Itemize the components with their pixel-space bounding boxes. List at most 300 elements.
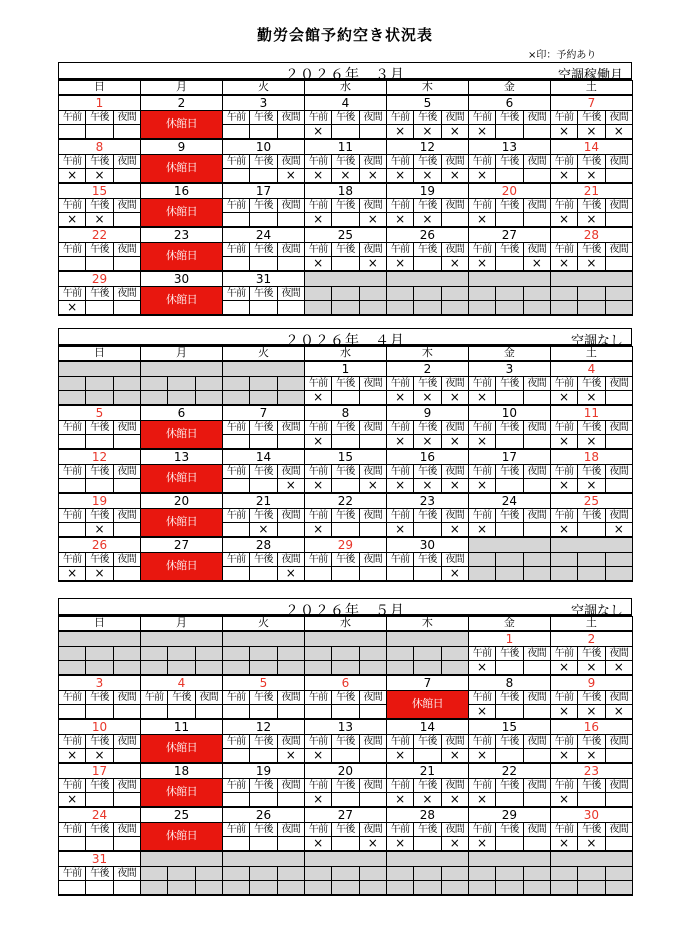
empty-slot <box>386 287 413 301</box>
period-label: 夜間 <box>113 735 140 749</box>
empty-day <box>468 271 550 287</box>
available-slot <box>113 523 140 537</box>
empty-slot <box>523 553 550 567</box>
period-row <box>59 243 633 257</box>
empty-slot <box>250 867 277 881</box>
period-label: 午後 <box>250 287 277 301</box>
calendar-grid <box>58 616 633 896</box>
available-slot <box>113 213 140 227</box>
available-slot <box>113 301 140 315</box>
period-row <box>59 287 633 301</box>
available-slot <box>523 705 550 719</box>
empty-slot <box>578 881 605 895</box>
day-number: 25 <box>304 227 386 243</box>
empty-slot <box>605 553 632 567</box>
day-number: 18 <box>140 763 222 779</box>
available-slot <box>304 567 331 581</box>
booked-mark: × <box>468 837 495 851</box>
empty-day <box>304 851 386 867</box>
available-slot <box>168 705 195 719</box>
available-slot <box>59 435 86 449</box>
period-row <box>59 509 633 523</box>
booked-mark: × <box>550 837 577 851</box>
period-label: 午前 <box>222 735 249 749</box>
period-label: 午前 <box>222 553 249 567</box>
period-label: 夜間 <box>277 779 304 793</box>
period-label: 夜間 <box>277 509 304 523</box>
booked-mark: × <box>578 479 605 493</box>
available-slot <box>86 837 113 851</box>
available-slot <box>250 301 277 315</box>
day-number: 6 <box>468 95 550 111</box>
period-label: 午前 <box>550 823 577 837</box>
booked-mark: × <box>304 391 331 405</box>
period-label: 午後 <box>86 509 113 523</box>
booking-row <box>59 705 633 719</box>
available-slot <box>332 391 359 405</box>
booked-mark: × <box>441 125 468 139</box>
available-slot <box>59 523 86 537</box>
available-slot <box>250 257 277 271</box>
booked-mark: × <box>386 125 413 139</box>
available-slot <box>605 169 632 183</box>
period-label: 夜間 <box>523 199 550 213</box>
period-label: 午前 <box>386 243 413 257</box>
empty-slot <box>414 287 441 301</box>
empty-slot <box>332 661 359 675</box>
day-number: 29 <box>59 271 141 287</box>
period-label: 夜間 <box>113 465 140 479</box>
day-number: 24 <box>222 227 304 243</box>
empty-slot <box>277 661 304 675</box>
day-number: 29 <box>304 537 386 553</box>
period-label: 夜間 <box>523 647 550 661</box>
day-number: 9 <box>550 675 632 691</box>
day-number: 4 <box>304 95 386 111</box>
period-label: 午前 <box>222 691 249 705</box>
empty-slot <box>605 301 632 315</box>
booked-mark: × <box>550 479 577 493</box>
day-number: 17 <box>468 449 550 465</box>
empty-slot <box>359 301 386 315</box>
period-label: 夜間 <box>441 779 468 793</box>
empty-slot <box>578 867 605 881</box>
period-label: 午後 <box>250 199 277 213</box>
day-number: 1 <box>59 95 141 111</box>
empty-slot <box>414 301 441 315</box>
booked-mark: × <box>578 749 605 763</box>
weekday-label: 金 <box>468 81 550 95</box>
empty-slot <box>250 391 277 405</box>
booked-mark: × <box>578 435 605 449</box>
day-number: 27 <box>304 807 386 823</box>
day-number: 3 <box>222 95 304 111</box>
period-label: 夜間 <box>113 867 140 881</box>
period-label: 夜間 <box>605 509 632 523</box>
day-number: 5 <box>222 675 304 691</box>
period-label: 午後 <box>414 243 441 257</box>
day-number: 5 <box>386 95 468 111</box>
available-slot <box>523 213 550 227</box>
day-number: 8 <box>468 675 550 691</box>
available-slot <box>359 567 386 581</box>
empty-slot <box>59 661 86 675</box>
period-label: 午前 <box>59 779 86 793</box>
period-label: 夜間 <box>441 421 468 435</box>
available-slot <box>359 391 386 405</box>
available-slot <box>523 793 550 807</box>
period-label: 午後 <box>496 421 523 435</box>
day-number: 9 <box>386 405 468 421</box>
period-label: 午前 <box>222 779 249 793</box>
period-label: 夜間 <box>441 377 468 391</box>
day-number: 15 <box>468 719 550 735</box>
period-label: 午前 <box>386 509 413 523</box>
day-number: 8 <box>304 405 386 421</box>
booked-mark: × <box>304 435 331 449</box>
period-label: 午前 <box>386 421 413 435</box>
available-slot <box>222 793 249 807</box>
day-number: 31 <box>59 851 141 867</box>
period-label: 午前 <box>304 377 331 391</box>
period-label: 午後 <box>86 823 113 837</box>
date-row <box>59 227 633 243</box>
closed-day-badge: 休館日 <box>140 553 222 581</box>
empty-day <box>386 851 468 867</box>
period-label: 夜間 <box>359 377 386 391</box>
booked-mark: × <box>59 213 86 227</box>
period-label: 午前 <box>304 779 331 793</box>
day-number: 10 <box>222 139 304 155</box>
booked-mark: × <box>578 125 605 139</box>
period-label: 夜間 <box>605 647 632 661</box>
period-label: 午前 <box>59 735 86 749</box>
available-slot <box>113 169 140 183</box>
empty-slot <box>605 287 632 301</box>
empty-slot <box>113 661 140 675</box>
empty-slot <box>550 301 577 315</box>
booked-mark: × <box>550 169 577 183</box>
available-slot <box>359 523 386 537</box>
month-header <box>58 62 632 83</box>
available-slot <box>605 257 632 271</box>
period-label: 午後 <box>250 509 277 523</box>
period-label: 午後 <box>86 155 113 169</box>
period-row <box>59 111 633 125</box>
booked-mark: × <box>414 479 441 493</box>
period-label: 夜間 <box>113 199 140 213</box>
period-label: 午前 <box>222 509 249 523</box>
booked-mark: × <box>523 257 550 271</box>
available-slot <box>414 837 441 851</box>
booked-mark: × <box>304 257 331 271</box>
empty-day <box>550 851 632 867</box>
booked-mark: × <box>386 213 413 227</box>
booked-mark: × <box>550 391 577 405</box>
day-number: 28 <box>222 537 304 553</box>
period-label: 午後 <box>250 779 277 793</box>
period-label: 午前 <box>304 243 331 257</box>
booked-mark: × <box>550 213 577 227</box>
period-label: 夜間 <box>113 553 140 567</box>
available-slot <box>222 523 249 537</box>
date-row <box>59 449 633 465</box>
period-label: 午前 <box>304 735 331 749</box>
booked-mark: × <box>468 169 495 183</box>
day-number: 19 <box>222 763 304 779</box>
available-slot <box>277 301 304 315</box>
period-label: 午前 <box>386 377 413 391</box>
available-slot <box>496 523 523 537</box>
available-slot <box>523 523 550 537</box>
period-label: 午後 <box>332 111 359 125</box>
period-label: 午前 <box>59 867 86 881</box>
period-label: 夜間 <box>441 111 468 125</box>
period-label: 夜間 <box>277 421 304 435</box>
empty-slot <box>195 391 222 405</box>
day-number: 2 <box>550 631 632 647</box>
empty-slot <box>578 567 605 581</box>
weekday-label: 木 <box>386 347 468 361</box>
period-label: 午前 <box>468 111 495 125</box>
booked-mark: × <box>59 301 86 315</box>
booked-mark: × <box>468 257 495 271</box>
period-label: 午後 <box>250 553 277 567</box>
day-number: 11 <box>550 405 632 421</box>
available-slot <box>113 125 140 139</box>
month-title: ２０２６年 ３月 <box>285 67 405 83</box>
day-number: 28 <box>550 227 632 243</box>
period-label: 午後 <box>578 421 605 435</box>
day-number: 20 <box>304 763 386 779</box>
booked-mark: × <box>386 523 413 537</box>
period-label: 午前 <box>222 287 249 301</box>
empty-slot <box>140 867 167 881</box>
period-label: 午前 <box>59 553 86 567</box>
empty-day <box>59 631 141 647</box>
calendar-may <box>58 598 632 896</box>
available-slot <box>605 479 632 493</box>
available-slot <box>250 479 277 493</box>
closed-day-badge: 休館日 <box>140 287 222 315</box>
period-label: 午後 <box>578 779 605 793</box>
day-number: 2 <box>386 361 468 377</box>
period-label: 夜間 <box>277 199 304 213</box>
calendar-april <box>58 328 632 582</box>
day-number: 25 <box>550 493 632 509</box>
weekday-label: 火 <box>222 617 304 631</box>
empty-slot <box>468 287 495 301</box>
empty-slot <box>550 867 577 881</box>
available-slot <box>59 479 86 493</box>
empty-slot <box>304 301 331 315</box>
period-label: 夜間 <box>441 553 468 567</box>
day-number: 31 <box>222 271 304 287</box>
period-label: 午前 <box>222 111 249 125</box>
day-number: 17 <box>222 183 304 199</box>
empty-slot <box>578 287 605 301</box>
available-slot <box>304 705 331 719</box>
day-number: 13 <box>140 449 222 465</box>
period-label: 午前 <box>304 421 331 435</box>
period-label: 午前 <box>59 465 86 479</box>
available-slot <box>332 793 359 807</box>
booked-mark: × <box>304 749 331 763</box>
period-label: 午前 <box>304 509 331 523</box>
period-label: 夜間 <box>359 465 386 479</box>
period-label: 午後 <box>332 421 359 435</box>
booked-mark: × <box>441 523 468 537</box>
empty-slot <box>277 881 304 895</box>
period-label: 午後 <box>578 691 605 705</box>
period-row <box>59 377 633 391</box>
day-number: 26 <box>222 807 304 823</box>
period-label: 午前 <box>222 823 249 837</box>
period-label: 午後 <box>496 199 523 213</box>
period-label: 午前 <box>304 691 331 705</box>
empty-day <box>222 361 304 377</box>
period-label: 午前 <box>304 199 331 213</box>
empty-slot <box>168 867 195 881</box>
day-number: 14 <box>222 449 304 465</box>
available-slot <box>222 749 249 763</box>
available-slot <box>332 435 359 449</box>
period-label: 夜間 <box>523 691 550 705</box>
period-label: 午後 <box>496 779 523 793</box>
booked-mark: × <box>441 435 468 449</box>
empty-slot <box>496 287 523 301</box>
period-label: 午後 <box>250 823 277 837</box>
day-number: 23 <box>140 227 222 243</box>
period-row <box>59 553 633 567</box>
available-slot <box>414 567 441 581</box>
empty-slot <box>277 377 304 391</box>
empty-slot <box>605 567 632 581</box>
empty-slot <box>496 867 523 881</box>
available-slot <box>605 213 632 227</box>
closed-day-badge: 休館日 <box>140 243 222 271</box>
period-label: 午前 <box>550 155 577 169</box>
empty-slot <box>168 881 195 895</box>
period-label: 夜間 <box>605 465 632 479</box>
empty-slot <box>332 881 359 895</box>
weekday-label: 土 <box>550 81 632 95</box>
available-slot <box>113 793 140 807</box>
booked-mark: × <box>359 837 386 851</box>
empty-day <box>386 271 468 287</box>
period-label: 夜間 <box>113 823 140 837</box>
empty-slot <box>332 287 359 301</box>
available-slot <box>222 125 249 139</box>
available-slot <box>332 257 359 271</box>
period-row <box>59 421 633 435</box>
booked-mark: × <box>250 523 277 537</box>
weekday-label: 日 <box>59 347 141 361</box>
booked-mark: × <box>86 213 113 227</box>
booked-mark: × <box>414 213 441 227</box>
empty-slot <box>414 881 441 895</box>
booked-mark: × <box>332 169 359 183</box>
booked-mark: × <box>468 705 495 719</box>
empty-slot <box>195 647 222 661</box>
empty-slot <box>222 881 249 895</box>
period-label: 午前 <box>468 735 495 749</box>
day-number: 10 <box>59 719 141 735</box>
calendar-grid <box>58 80 633 316</box>
legend-note: ×印：予約あり <box>528 50 597 61</box>
booked-mark: × <box>578 391 605 405</box>
period-label: 夜間 <box>523 779 550 793</box>
day-number: 20 <box>140 493 222 509</box>
period-row <box>59 691 633 705</box>
empty-slot <box>605 867 632 881</box>
available-slot <box>250 435 277 449</box>
booked-mark: × <box>304 125 331 139</box>
booked-mark: × <box>386 837 413 851</box>
empty-slot <box>332 647 359 661</box>
period-label: 午後 <box>332 823 359 837</box>
empty-slot <box>277 647 304 661</box>
available-slot <box>250 793 277 807</box>
weekday-label: 月 <box>140 81 222 95</box>
period-label: 午後 <box>86 421 113 435</box>
booked-mark: × <box>304 793 331 807</box>
empty-slot <box>523 567 550 581</box>
day-number: 30 <box>140 271 222 287</box>
booked-mark: × <box>441 793 468 807</box>
empty-slot <box>195 867 222 881</box>
calendar-grid <box>58 346 633 582</box>
period-label: 午後 <box>250 243 277 257</box>
weekday-label: 日 <box>59 617 141 631</box>
available-slot <box>86 257 113 271</box>
period-label: 午後 <box>496 823 523 837</box>
closed-day-badge: 休館日 <box>386 691 468 719</box>
booked-mark: × <box>468 125 495 139</box>
booked-mark: × <box>578 257 605 271</box>
empty-slot <box>222 647 249 661</box>
available-slot <box>496 661 523 675</box>
date-row <box>59 95 633 111</box>
available-slot <box>113 881 140 895</box>
period-label: 午後 <box>578 199 605 213</box>
day-number: 12 <box>59 449 141 465</box>
available-slot <box>605 837 632 851</box>
available-slot <box>250 705 277 719</box>
available-slot <box>113 479 140 493</box>
period-label: 午後 <box>578 111 605 125</box>
closed-day-badge: 休館日 <box>140 823 222 851</box>
weekday-label: 土 <box>550 617 632 631</box>
empty-slot <box>496 567 523 581</box>
day-number: 6 <box>140 405 222 421</box>
period-label: 午前 <box>468 243 495 257</box>
booking-row <box>59 661 633 675</box>
booked-mark: × <box>386 793 413 807</box>
empty-slot <box>222 867 249 881</box>
booked-mark: × <box>59 793 86 807</box>
period-label: 夜間 <box>359 421 386 435</box>
empty-slot <box>496 881 523 895</box>
empty-slot <box>140 391 167 405</box>
empty-slot <box>550 881 577 895</box>
available-slot <box>222 169 249 183</box>
available-slot <box>496 837 523 851</box>
period-label: 午後 <box>414 111 441 125</box>
period-label: 午後 <box>332 553 359 567</box>
available-slot <box>605 749 632 763</box>
period-label: 午後 <box>86 199 113 213</box>
